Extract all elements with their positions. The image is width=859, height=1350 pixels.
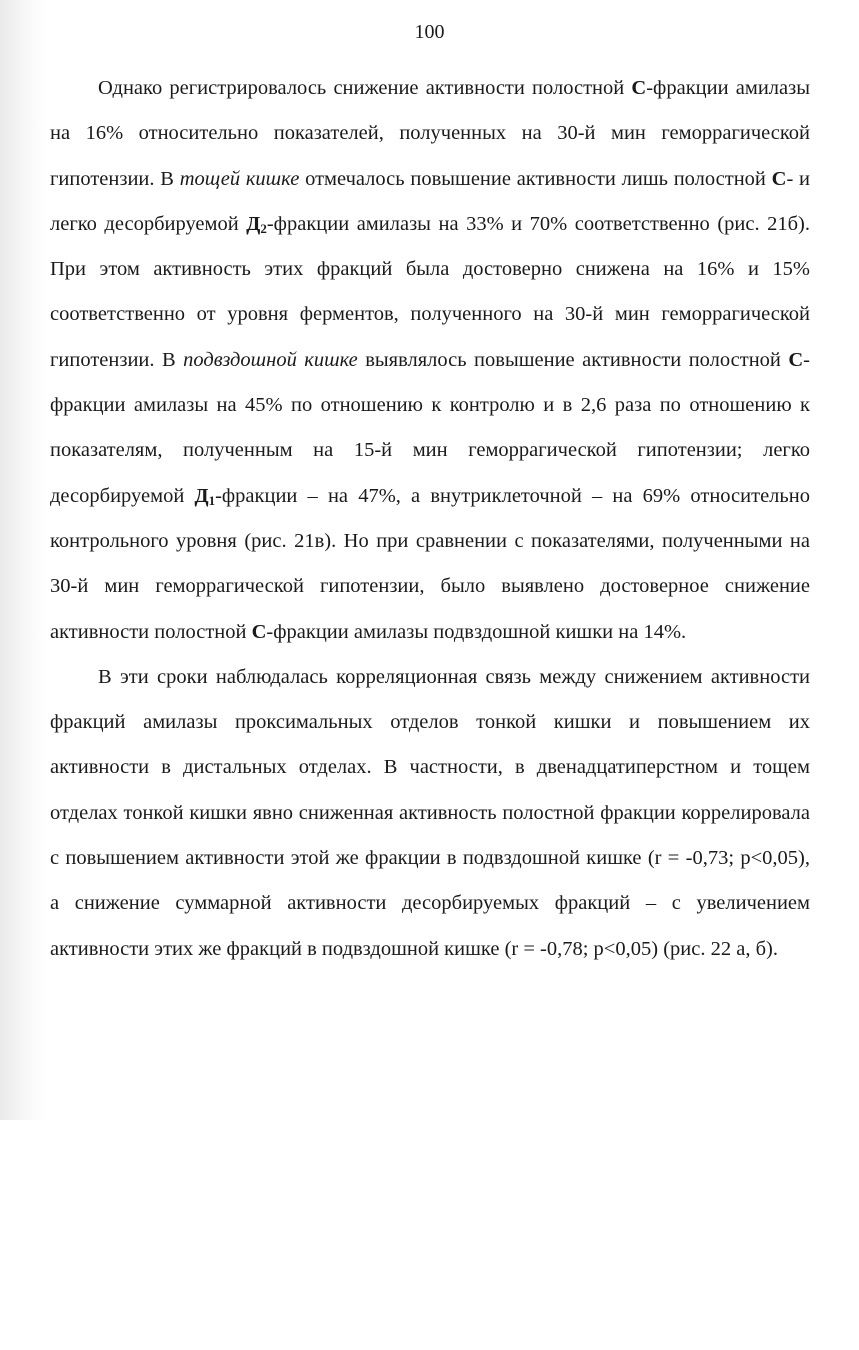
text-run: В эти сроки наблюдалась корреляционная связь между снижением активности фракций амилазы проксимальных отделов тонкой кишки и повышением их активности в дистальных отделах. В частности, в двенадцатиперстном и тощем отделах тонкой кишки явно сниженная активность полостной фракции коррелировала с повышением активности этой же фракции в подвздошной кишке (r = -0,73; p<0,05), а снижение суммарной активности десорбируемых фракций – с увеличением активности этих же фракций в подвздошной кишке (r = -0,78; p<0,05) (рис. 22 а, б). xyxy=(50,665,810,960)
italic-text: подвздошной кишке xyxy=(183,348,358,371)
paragraph xyxy=(50,66,810,655)
text-run: Однако регистрировалось снижение активности полостной xyxy=(98,77,632,99)
text-run: -фракции амилазы на 16% относительно показателей, полученных на 30-й мин геморрагической гипотензии. В xyxy=(50,77,810,190)
text-run: - и легко десорбируемой xyxy=(50,167,810,235)
bold-text: Д xyxy=(246,212,261,235)
text-run: -фракции амилазы на 45% по отношению к контролю и в 2,6 раза по отношению к показателям, полученным на 15-й мин геморрагической гипотензии; легко десорбируемой xyxy=(50,348,810,507)
paragraph xyxy=(50,655,810,972)
bold-text: С xyxy=(251,620,267,643)
italic-text: тощей кишке xyxy=(179,167,300,190)
bold-text: С xyxy=(771,167,787,190)
body-text xyxy=(50,66,810,972)
subscript-text: 1 xyxy=(208,492,216,508)
bold-text: С xyxy=(788,348,804,371)
subscript-text: 2 xyxy=(260,220,267,236)
bold-text: Д xyxy=(194,484,209,507)
text-run: -фракции – на 47%, а внутриклеточной – на 69% относительно контрольного уровня (рис. 21в). Но при сравнении с показателями, полученными на 30-й мин геморрагической гипотензии, было выявлено достоверное снижение активности полостной xyxy=(50,484,810,643)
scan-shadow-edge xyxy=(0,0,46,1120)
text-run: -фракции амилазы подвздошной кишки на 14%. xyxy=(266,620,687,643)
text-run: выявлялось повышение активности полостной xyxy=(357,348,789,371)
page-number: 100 xyxy=(414,21,445,43)
text-run: -фракции амилазы на 33% и 70% соответственно (рис. 21б). При этом активность этих фракций была достоверно снижена на 16% и 15% соответственно от уровня ферментов, полученного на 30-й мин геморрагической гипотензии. В xyxy=(50,212,811,371)
text-run: отмечалось повышение активности лишь полостной xyxy=(299,167,772,190)
bold-text: С xyxy=(631,77,647,99)
